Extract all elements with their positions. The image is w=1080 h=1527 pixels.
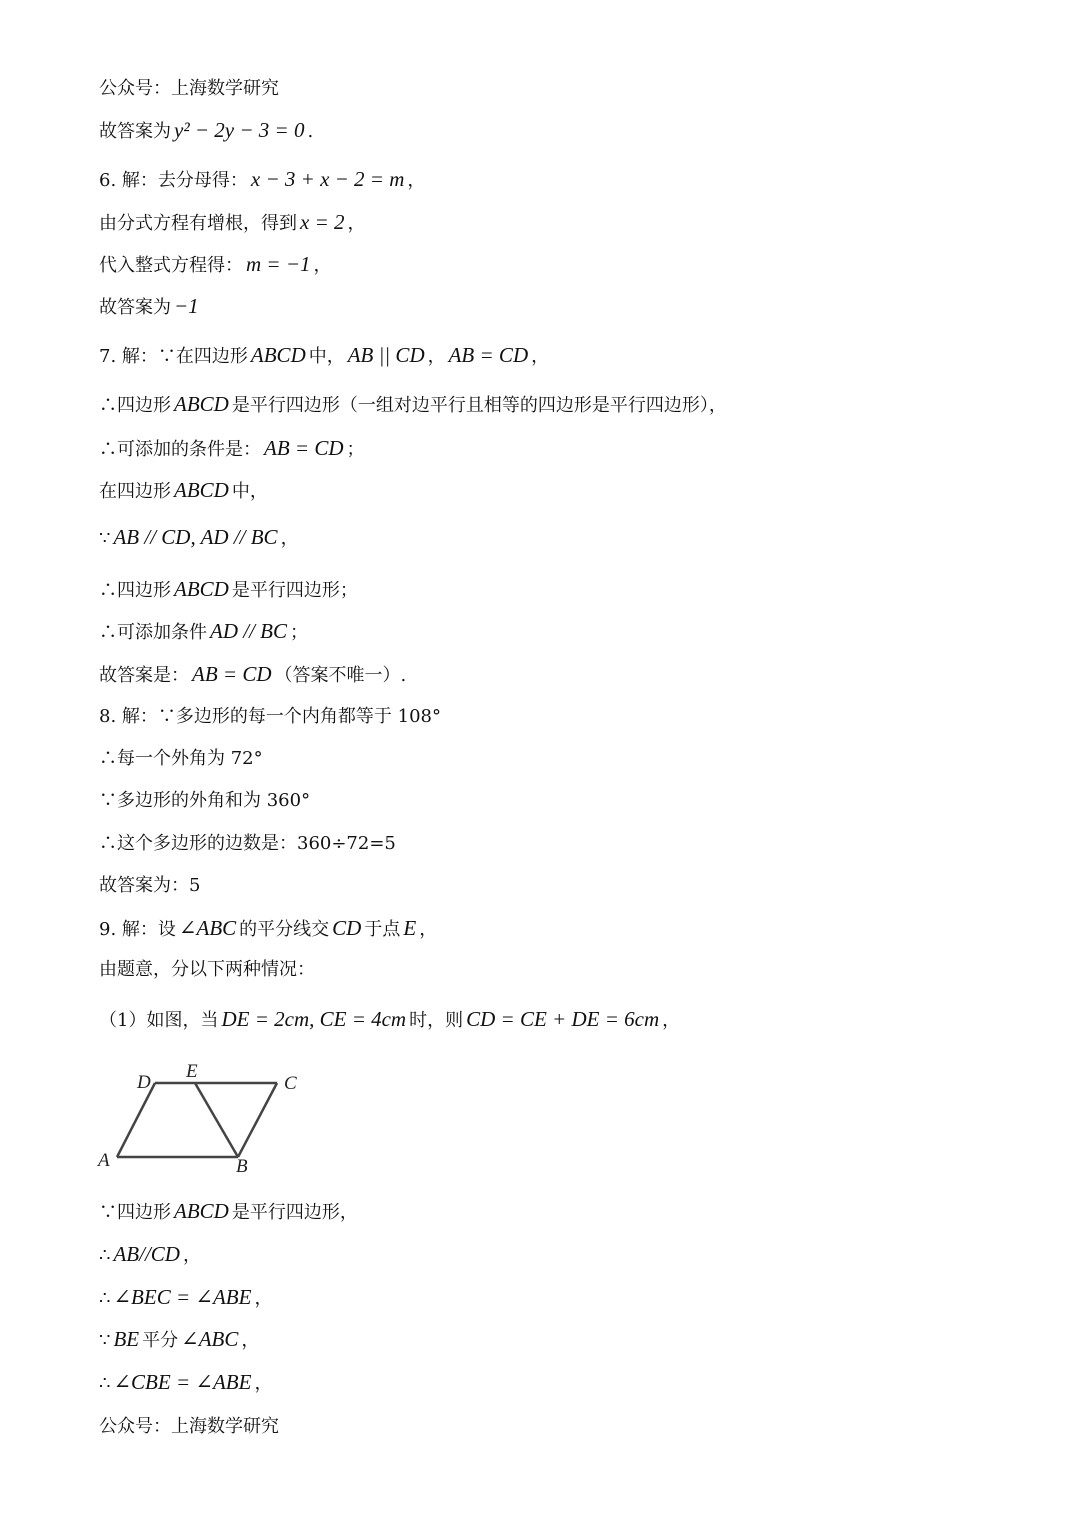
line-text: ， [419, 919, 438, 940]
line-text: 于点 [364, 919, 401, 940]
solution-line [99, 1370, 272, 1396]
label-d: D [137, 1072, 151, 1093]
line-text: ∴可添加的条件是： [99, 439, 261, 460]
parallelogram-figure [95, 1055, 315, 1175]
line-text: ∵多边形的外角和为 360° [99, 790, 311, 811]
math-expression: AB || CD [347, 343, 425, 367]
line-text: 7. 解：∵在四边形 [99, 346, 248, 367]
line-text: ∴ [99, 1245, 111, 1266]
solution-line [99, 1285, 272, 1311]
math-expression: ABCD [174, 577, 229, 601]
math-expression: ∠BEC = ∠ABE [113, 1285, 252, 1309]
math-expression: CD = CE + DE = 6cm [466, 1007, 660, 1031]
math-expression: AB = CD [448, 343, 529, 367]
line-text: ∵ [99, 1330, 111, 1351]
solution-line [99, 832, 396, 856]
math-expression: E [403, 916, 417, 940]
line-text: ∴可添加条件 [99, 622, 207, 643]
line-text: ∴ [99, 1288, 111, 1309]
line-text: 是平行四边形（一组对边平行且相等的四边形是平行四边形）， [231, 395, 727, 416]
solution-line [99, 167, 425, 193]
line-text: ∴每一个外角为 72° [99, 748, 263, 769]
line-text: ； [346, 439, 365, 460]
math-expression: AB = CD [192, 662, 272, 686]
line-text: ∴四边形 [99, 395, 171, 416]
solution-line [99, 525, 299, 551]
solution-line [99, 210, 366, 236]
page-header: 公众号：上海数学研究 [99, 78, 279, 99]
math-expression: y² − 2y − 3 = 0 [174, 118, 305, 142]
edge-cb [238, 1083, 277, 1157]
line-text: ， [280, 528, 299, 549]
solution-line [99, 1199, 358, 1225]
math-expression: −1 [174, 294, 199, 318]
line-text: ； [290, 622, 308, 643]
line-text: （答案不唯一）. [274, 665, 407, 686]
line-text: （1）如图，当 [99, 1010, 219, 1031]
math-expression: ABCD [250, 343, 306, 367]
line-text: 平分 [142, 1330, 179, 1351]
line-text: 代入整式方程得： [99, 255, 243, 276]
solution-line [99, 392, 727, 418]
line-text: ， [662, 1010, 681, 1031]
line-text: 中， [231, 481, 268, 502]
solution-line [99, 436, 365, 462]
line-text: ， [531, 346, 550, 367]
solution-line [99, 252, 332, 278]
edge-da [117, 1083, 155, 1157]
solution-line [99, 1242, 201, 1268]
solution-line [99, 662, 406, 688]
math-expression: ∠ABC [181, 1327, 239, 1351]
solution-line [99, 1327, 259, 1353]
solution-line [99, 789, 310, 813]
math-expression: x − 3 + x − 2 = m [250, 167, 405, 191]
line-text: ∴这个多边形的边数是：360÷72=5 [99, 833, 396, 854]
math-expression: ABCD [174, 392, 229, 416]
line-text: 故答案为 [99, 121, 171, 142]
label-b: B [236, 1156, 248, 1175]
line-text: ， [182, 1245, 201, 1266]
math-expression: x = 2 [300, 210, 345, 234]
math-expression: BE [113, 1327, 140, 1351]
line-text: 是平行四边形； [231, 580, 358, 601]
line-text: ， [254, 1373, 273, 1394]
math-expression: AB // CD, AD // BC [113, 525, 278, 549]
line-text: . [307, 121, 314, 142]
segment-eb [195, 1083, 238, 1157]
label-e: E [186, 1061, 198, 1082]
line-text: 故答案是： [99, 665, 189, 686]
math-expression: ∠CBE = ∠ABE [113, 1370, 252, 1394]
line-text: ， [241, 1330, 260, 1351]
solution-line [99, 747, 263, 771]
solution-line [99, 619, 308, 645]
solution-line [99, 577, 358, 603]
solution-line [99, 916, 437, 942]
line-text: 时，则 [409, 1010, 464, 1031]
label-c: C [284, 1073, 297, 1094]
page-footer: 公众号：上海数学研究 [99, 1416, 279, 1437]
math-expression: ∠ABC [178, 916, 237, 940]
math-expression: ABCD [174, 478, 229, 502]
math-expression: AB = CD [264, 436, 344, 460]
line-text: 中， [308, 346, 345, 367]
math-expression: AB//CD [113, 1242, 180, 1266]
line-text: 6. 解：去分母得： [99, 170, 248, 191]
solution-line [99, 478, 268, 504]
solution-line [99, 874, 200, 898]
line-text: 故答案为：5 [99, 875, 201, 896]
line-text: ∵ [99, 528, 111, 549]
math-expression: AD // BC [210, 619, 287, 643]
line-text: 8. 解：∵多边形的每一个内角都等于 108° [99, 706, 441, 727]
line-text: ∴ [99, 1373, 111, 1394]
solution-line [99, 294, 202, 320]
solution-line [99, 958, 315, 982]
line-text: 在四边形 [99, 481, 171, 502]
line-text: ， [313, 255, 332, 276]
line-text: 的平分线交 [239, 919, 330, 940]
line-text: ， [254, 1288, 273, 1309]
line-text: 故答案为 [99, 297, 171, 318]
line-text: 9. 解：设 [99, 919, 176, 940]
math-expression: ABCD [174, 1199, 229, 1223]
line-text: ∵四边形 [99, 1202, 171, 1223]
line-text: ， [407, 170, 426, 191]
line-text: 由分式方程有增根，得到 [99, 213, 297, 234]
solution-line [99, 118, 313, 144]
solution-line [99, 1007, 680, 1033]
line-text: ∴四边形 [99, 580, 171, 601]
solution-line [99, 343, 549, 369]
solution-line [99, 705, 441, 729]
line-text: ， [347, 213, 366, 234]
math-expression: DE = 2cm, CE = 4cm [221, 1007, 407, 1031]
line-text: ， [427, 346, 446, 367]
math-expression: m = −1 [246, 252, 311, 276]
line-text: 是平行四边形， [231, 1202, 358, 1223]
math-expression: CD [332, 916, 362, 940]
label-a: A [98, 1150, 110, 1171]
line-text: 由题意，分以下两种情况： [99, 959, 315, 980]
